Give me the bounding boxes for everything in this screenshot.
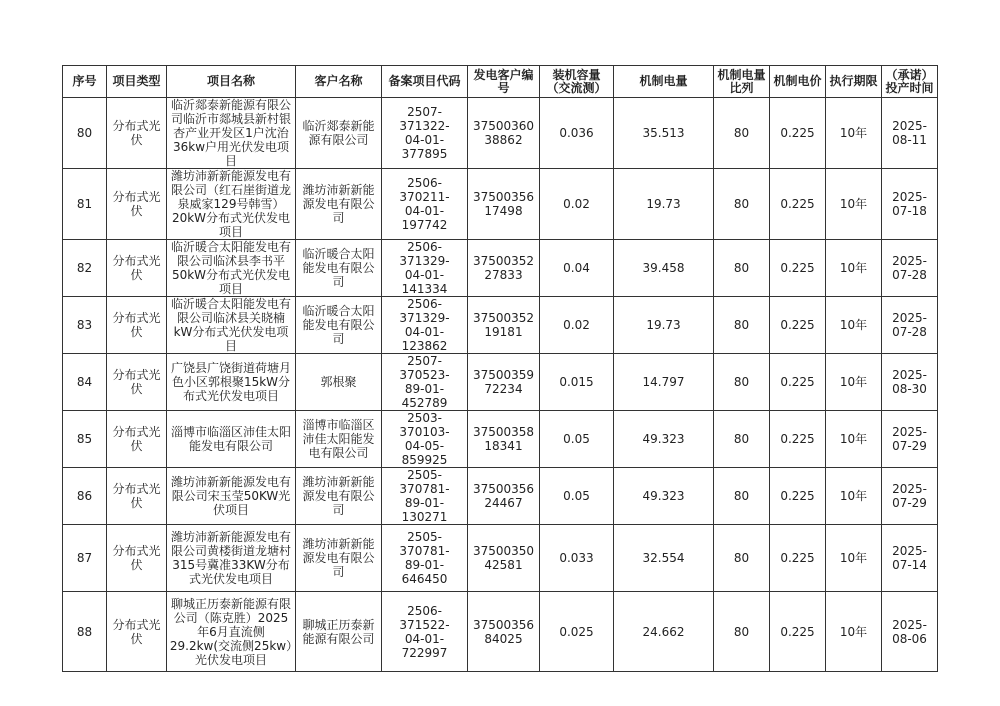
filing-code-part: 2505-370781-: [399, 468, 450, 496]
customer-number: [468, 169, 540, 240]
mechanism-price: 0.225: [770, 98, 826, 169]
mechanism-price: 0.225: [770, 297, 826, 354]
project-type: 分布式光伏: [107, 354, 167, 411]
customer-number: [468, 525, 540, 592]
commission-date: 2025-07-28: [882, 240, 938, 297]
mechanism-energy: 49.323: [614, 411, 714, 468]
execution-term: 10年: [826, 411, 882, 468]
project-type: 分布式光伏: [107, 169, 167, 240]
commission-date: 2025-07-18: [882, 169, 938, 240]
mechanism-price: 0.225: [770, 169, 826, 240]
project-name: 聊城正历泰新能源有限公司（陈克胜）2025年6月直流侧29.2kw(交流侧25kw）光伏发电项目: [167, 592, 296, 672]
capacity: 0.033: [540, 525, 614, 592]
project-type: 分布式光伏: [107, 98, 167, 169]
filing-code-part: 04-01-123862: [401, 325, 448, 353]
filing-code-part: 89-01-452789: [401, 382, 448, 410]
filing-code-part: 04-01-141334: [401, 268, 448, 296]
filing-code: [382, 98, 468, 169]
customer-number-part: 84025: [484, 631, 523, 646]
capacity: 0.05: [540, 411, 614, 468]
header-cell: 机制电量: [614, 66, 714, 98]
customer-number: [468, 240, 540, 297]
table-row: [63, 354, 938, 411]
filing-code: [382, 468, 468, 525]
filing-code-part: 2506-370211-: [399, 176, 450, 204]
mechanism-energy: 35.513: [614, 98, 714, 169]
header-cell: 机制电价: [770, 66, 826, 98]
commission-date: 2025-08-11: [882, 98, 938, 169]
row-number: 88: [63, 592, 107, 672]
project-type: 分布式光伏: [107, 411, 167, 468]
table-row: [63, 411, 938, 468]
filing-code: [382, 411, 468, 468]
filing-code-part: 04-01-197742: [401, 204, 448, 232]
execution-term: 10年: [826, 592, 882, 672]
client-name: 潍坊沛新新能源发电有限公司: [296, 169, 382, 240]
customer-number-part: 37500356: [472, 190, 535, 204]
project-type: 分布式光伏: [107, 240, 167, 297]
table-row: [63, 240, 938, 297]
customer-number-part: 17498: [484, 204, 523, 218]
client-name: 潍坊沛新新能源发电有限公司: [296, 468, 382, 525]
client-name: 临沂暖合太阳能发电有限公司: [296, 240, 382, 297]
filing-code-part: 2503-370103-: [399, 411, 450, 439]
row-number: 85: [63, 411, 107, 468]
header-cell: 客户名称: [296, 66, 382, 98]
header-cell: 发电客户编号: [468, 66, 540, 98]
filing-code-part: 2506-371329-: [399, 297, 450, 325]
commission-date: 2025-07-14: [882, 525, 938, 592]
filing-code: [382, 592, 468, 672]
customer-number: [468, 98, 540, 169]
customer-number-part: 27833: [484, 268, 523, 282]
mechanism-price: 0.225: [770, 525, 826, 592]
energy-ratio: 80: [714, 525, 770, 592]
row-number: 81: [63, 169, 107, 240]
energy-ratio: 80: [714, 169, 770, 240]
project-name: 广饶县广饶街道荷塘月色小区郭根聚15kW分布式光伏发电项目: [167, 354, 296, 411]
energy-ratio: 80: [714, 411, 770, 468]
execution-term: 10年: [826, 240, 882, 297]
project-name: 潍坊沛新新能源发电有限公司黄楼街道龙塘村315号冀准33KW分布式光伏发电项目: [167, 525, 296, 592]
mechanism-energy: 24.662: [614, 592, 714, 672]
energy-ratio: 80: [714, 240, 770, 297]
mechanism-energy: 39.458: [614, 240, 714, 297]
filing-code: [382, 525, 468, 592]
project-type: 分布式光伏: [107, 525, 167, 592]
capacity: 0.02: [540, 169, 614, 240]
execution-term: 10年: [826, 525, 882, 592]
execution-term: 10年: [826, 354, 882, 411]
capacity: 0.025: [540, 592, 614, 672]
filing-code-part: 2507-371322-: [399, 105, 450, 133]
client-name: 潍坊沛新新能源发电有限公司: [296, 525, 382, 592]
filing-code-part: 89-01-646450: [401, 558, 448, 586]
row-number: 86: [63, 468, 107, 525]
customer-number: [468, 297, 540, 354]
project-type: 分布式光伏: [107, 592, 167, 672]
client-name: 临沂暖合太阳能发电有限公司: [296, 297, 382, 354]
project-name: 淄博市临淄区沛佳太阳能发电有限公司: [167, 411, 296, 468]
customer-number-part: 37500352: [472, 311, 535, 325]
mechanism-price: 0.225: [770, 592, 826, 672]
energy-ratio: 80: [714, 297, 770, 354]
energy-ratio: 80: [714, 98, 770, 169]
filing-code-part: 04-01-377895: [401, 133, 448, 161]
customer-number: [468, 354, 540, 411]
header-cell: 备案项目代码: [382, 66, 468, 98]
header-cell: （承诺）投产时间: [882, 66, 938, 98]
customer-number-part: 37500356: [472, 617, 535, 632]
capacity: 0.036: [540, 98, 614, 169]
energy-ratio: 80: [714, 354, 770, 411]
customer-number-part: 72234: [484, 382, 523, 396]
table-row: [63, 297, 938, 354]
table-row: [63, 525, 938, 592]
header-row: [63, 66, 938, 98]
filing-code-part: 2505-370781-: [399, 530, 450, 558]
customer-number-part: 37500358: [472, 425, 535, 439]
filing-code-part: 2506-371329-: [399, 240, 450, 268]
commission-date: 2025-08-30: [882, 354, 938, 411]
customer-number-part: 37500352: [472, 254, 535, 268]
capacity: 0.02: [540, 297, 614, 354]
header-cell: 机制电量比列: [714, 66, 770, 98]
filing-code-part: 04-01-722997: [401, 631, 448, 660]
execution-term: 10年: [826, 297, 882, 354]
project-name: 临沂暖合太阳能发电有限公司临沭县李书平50kW分布式光伏发电项目: [167, 240, 296, 297]
row-number: 80: [63, 98, 107, 169]
mechanism-energy: 19.73: [614, 169, 714, 240]
commission-date: 2025-07-29: [882, 411, 938, 468]
customer-number-part: 37500350: [472, 544, 535, 558]
project-name: 临沂郯泰新能源有限公司临沂市郯城县新村银杏产业开发区1户沈治36kw户用光伏发电项目: [167, 98, 296, 169]
energy-ratio: 80: [714, 468, 770, 525]
row-number: 84: [63, 354, 107, 411]
filing-code-part: 2506-371522-: [399, 603, 450, 632]
customer-number-part: 19181: [484, 325, 523, 339]
execution-term: 10年: [826, 468, 882, 525]
customer-number: [468, 468, 540, 525]
capacity: 0.05: [540, 468, 614, 525]
filing-code: [382, 240, 468, 297]
table-row: [63, 468, 938, 525]
mechanism-price: 0.225: [770, 411, 826, 468]
execution-term: 10年: [826, 169, 882, 240]
row-number: 83: [63, 297, 107, 354]
table-row: [63, 592, 938, 672]
mechanism-energy: 32.554: [614, 525, 714, 592]
mechanism-energy: 49.323: [614, 468, 714, 525]
customer-number-part: 37500356: [472, 482, 535, 496]
mechanism-energy: 14.797: [614, 354, 714, 411]
commission-date: 2025-08-06: [882, 592, 938, 672]
header-cell: 执行期限: [826, 66, 882, 98]
customer-number: [468, 592, 540, 672]
table-row: [63, 98, 938, 169]
customer-number-part: 37500360: [472, 119, 535, 133]
client-name: 聊城正历泰新能源有限公司: [296, 592, 382, 672]
client-name: 淄博市临淄区沛佳太阳能发电有限公司: [296, 411, 382, 468]
row-number: 82: [63, 240, 107, 297]
project-name: 潍坊沛新新能源发电有限公司（红石崖街道龙泉威家129号韩雪）20kW分布式光伏发电项目: [167, 169, 296, 240]
header-cell: 装机容量（交流测）: [540, 66, 614, 98]
project-type: 分布式光伏: [107, 468, 167, 525]
capacity: 0.015: [540, 354, 614, 411]
header-cell: 序号: [63, 66, 107, 98]
customer-number: [468, 411, 540, 468]
header-cell: 项目名称: [167, 66, 296, 98]
client-name: 郭根聚: [296, 354, 382, 411]
header-cell: 项目类型: [107, 66, 167, 98]
customer-number-part: 37500359: [472, 368, 535, 382]
execution-term: 10年: [826, 98, 882, 169]
mechanism-price: 0.225: [770, 354, 826, 411]
filing-code: [382, 297, 468, 354]
project-table: [62, 65, 938, 672]
project-type: 分布式光伏: [107, 297, 167, 354]
project-name: 潍坊沛新新能源发电有限公司宋玉莹50KW光伏项目: [167, 468, 296, 525]
filing-code-part: 2507-370523-: [399, 354, 450, 382]
customer-number-part: 24467: [484, 496, 523, 510]
row-number: 87: [63, 525, 107, 592]
energy-ratio: 80: [714, 592, 770, 672]
filing-code: [382, 169, 468, 240]
capacity: 0.04: [540, 240, 614, 297]
commission-date: 2025-07-28: [882, 297, 938, 354]
filing-code: [382, 354, 468, 411]
mechanism-price: 0.225: [770, 468, 826, 525]
mechanism-energy: 19.73: [614, 297, 714, 354]
client-name: 临沂郯泰新能源有限公司: [296, 98, 382, 169]
mechanism-price: 0.225: [770, 240, 826, 297]
filing-code-part: 89-01-130271: [401, 496, 448, 524]
table-row: [63, 169, 938, 240]
customer-number-part: 18341: [484, 439, 523, 453]
filing-code-part: 04-05-859925: [401, 439, 448, 467]
project-name: 临沂暖合太阳能发电有限公司临沭县关晓楠kW分布式光伏发电项目: [167, 297, 296, 354]
commission-date: 2025-07-29: [882, 468, 938, 525]
customer-number-part: 42581: [484, 558, 523, 572]
customer-number-part: 38862: [484, 133, 523, 147]
